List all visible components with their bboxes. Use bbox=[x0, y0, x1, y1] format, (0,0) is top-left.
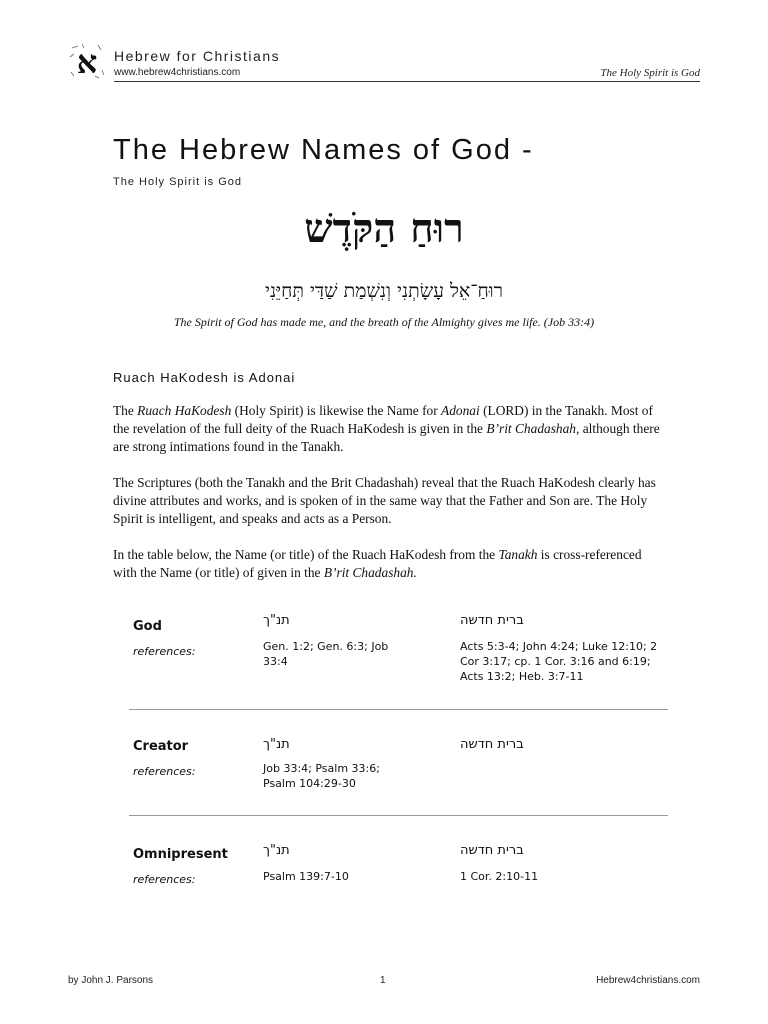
header-site-url[interactable]: www.hebrew4christians.com bbox=[114, 67, 241, 78]
footer-site[interactable]: Hebrew4christians.com bbox=[596, 975, 700, 986]
tanakh-refs: Gen. 1:2; Gen. 6:3; Job 33:4 bbox=[263, 640, 389, 668]
tanakh-heading: תנ"ך bbox=[263, 843, 290, 858]
page-title: The Hebrew Names of God - bbox=[113, 134, 534, 166]
row-ref-label: references: bbox=[133, 765, 196, 778]
paragraph-2: The Scriptures (both the Tanakh and the Brit Chadashah) reveal that the Ruach HaKodesh clearly has divine attributes and works, and is spoken of in the same way that the Father and Son are. The Holy Spirit is intelligent, and speaks and acts as a Person. bbox=[113, 475, 656, 526]
tanakh-refs: Job 33:4; Psalm 33:6; Psalm 104:29-30 bbox=[263, 762, 380, 790]
page-subtitle: The Holy Spirit is God bbox=[113, 176, 242, 188]
hebrew-verse: רוּחַ־אֵל עָשָׂתְנִי וְנִשְׁמַת שַׁדַּי תְּחַיֵּנִי bbox=[264, 280, 503, 302]
brit-heading: ברית חדשה bbox=[460, 737, 524, 752]
footer-page-number: 1 bbox=[380, 975, 386, 986]
aleph-logo-icon bbox=[68, 42, 106, 80]
aleph-glyph: א bbox=[76, 43, 98, 80]
tanakh-heading: תנ"ך bbox=[263, 613, 290, 628]
brand-name: Hebrew for Christians bbox=[114, 48, 281, 64]
brit-heading: ברית חדשה bbox=[460, 613, 524, 628]
verse-translation: The Spirit of God has made me, and the breath of the Almighty gives me life. (Job 33:4) bbox=[173, 315, 595, 329]
row-name: Omnipresent bbox=[133, 847, 228, 862]
header-divider bbox=[114, 81, 700, 82]
row-ref-label: references: bbox=[133, 873, 196, 886]
table-row bbox=[113, 605, 668, 709]
paragraph-3: In the table below, the Name (or title) of the Ruach HaKodesh from the Tanakh is cross-referenced with the Name (or title) of given in the B’rit Chadashah. bbox=[113, 547, 642, 580]
row-name: God bbox=[133, 619, 162, 634]
names-table bbox=[113, 605, 668, 917]
brit-refs: 1 Cor. 2:10-11 bbox=[460, 870, 539, 883]
tanakh-heading: תנ"ך bbox=[263, 737, 290, 752]
brit-refs: Acts 5:3-4; John 4:24; Luke 12:10; 2 Cor 3:17; cp. 1 Cor. 3:16 and 6:19; Acts 13:2; Heb. 3:7-11 bbox=[460, 640, 658, 683]
brit-heading: ברית חדשה bbox=[460, 843, 524, 858]
hebrew-title: רוּחַ הַקֹּדֶשׁ bbox=[304, 205, 464, 252]
row-name: Creator bbox=[133, 739, 189, 754]
row-ref-label: references: bbox=[133, 645, 196, 658]
table-row bbox=[113, 813, 668, 917]
paragraph-1: The Ruach HaKodesh (Holy Spirit) is likewise the Name for Adonai (LORD) in the Tanakh. Most of the revelation of the full deity of the Ruach HaKodesh is given in the B’rit Chadashah, although there are strong intimations found in the Tanakh. bbox=[113, 403, 660, 454]
header-running-title: The Holy Spirit is God bbox=[600, 67, 700, 79]
table-row bbox=[113, 709, 668, 813]
page-header bbox=[68, 42, 700, 82]
footer-author: by John J. Parsons bbox=[68, 975, 154, 986]
tanakh-refs: Psalm 139:7-10 bbox=[263, 870, 349, 883]
section-heading: Ruach HaKodesh is Adonai bbox=[113, 370, 296, 385]
